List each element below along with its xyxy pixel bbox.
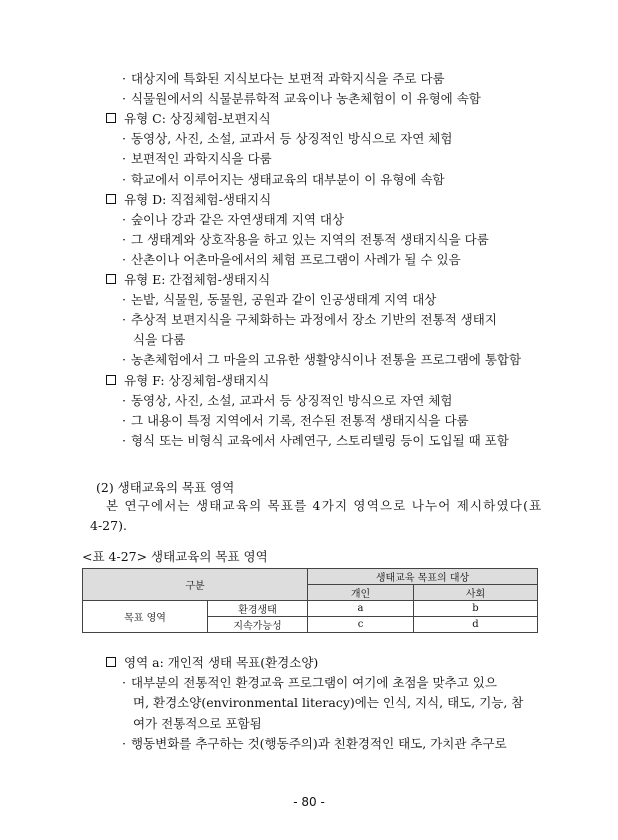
item-text: 식물원에서의 식물분류학적 교육이나 농촌체험이 이 유형에 속함	[130, 91, 481, 107]
bullet-dot: ·	[122, 211, 126, 227]
bullet-dot: ·	[122, 151, 126, 167]
bullet-item	[122, 413, 469, 429]
item-text: 추상적 보편지식을 구체화하는 과정에서 장소 기반의 전통적 생태지	[130, 312, 497, 328]
header-individual: 개인	[308, 585, 414, 601]
row-label: 환경생태	[208, 601, 308, 617]
bullet-dot: ·	[122, 231, 126, 247]
item-text: 형식 또는 비형식 교육에서 사례연구, 스토리텔링 등이 도입될 때 포함	[130, 432, 509, 448]
bullet-dot: ·	[122, 251, 126, 267]
section-item	[106, 192, 271, 208]
square-bullet-icon	[106, 375, 116, 385]
item-text: 여가 전통적으로 포함됨	[133, 715, 262, 731]
bullet-item	[122, 232, 489, 248]
paragraph-cont: 4-27).	[90, 518, 127, 533]
square-bullet-icon	[106, 113, 116, 123]
bullet-item	[122, 131, 452, 147]
item-text: 동영상, 사진, 소설, 교과서 등 상징적인 방식으로 자연 체험	[130, 131, 453, 147]
item-text: 보편적인 과학지식을 다룸	[130, 151, 272, 167]
bullet-dot: ·	[122, 171, 126, 187]
goal-table	[82, 568, 538, 633]
bullet-dot: ·	[122, 91, 126, 107]
table-caption: <표 4-27> 생태교육의 목표 영역	[82, 549, 268, 564]
bullet-item	[122, 312, 497, 328]
bullet-item	[122, 252, 461, 268]
bullet-item	[122, 71, 445, 87]
bullet-dot: ·	[122, 392, 126, 408]
item-text: 동영상, 사진, 소설, 교과서 등 상징적인 방식으로 자연 체험	[130, 392, 453, 408]
section-item	[106, 272, 270, 288]
square-bullet-icon	[106, 657, 116, 667]
bullet-dot: ·	[122, 352, 126, 368]
row-group-label: 목표 영역	[83, 601, 208, 633]
header-category: 구분	[83, 569, 308, 601]
bullet-item	[122, 212, 344, 228]
item-text: 유형 F: 상징체험-생태지식	[124, 372, 270, 388]
bullet-item	[122, 91, 481, 107]
item-text: 며, 환경소양(environmental literacy)에는 인식, 지식, 태도, 기능, 참	[133, 695, 524, 711]
bullet-item	[133, 716, 262, 732]
cell: d	[414, 617, 538, 633]
square-bullet-icon	[106, 194, 116, 204]
item-text: 학교에서 이루어지는 생태교육의 대부분이 이 유형에 속함	[130, 171, 445, 187]
item-text: 유형 E: 간접체험-생태지식	[124, 272, 271, 287]
cell: b	[414, 601, 538, 617]
cell: c	[308, 617, 414, 633]
item-text: 그 생태계와 상호작용을 하고 있는 지역의 전통적 생태지식을 다룸	[130, 231, 489, 247]
cell: a	[308, 601, 414, 617]
bullet-item	[122, 433, 509, 449]
header-target: 생태교육 목표의 대상	[308, 569, 538, 585]
item-text: 논밭, 식물원, 동물원, 공원과 같이 인공생태계 지역 대상	[130, 292, 437, 308]
bullet-dot: ·	[122, 735, 126, 751]
bullet-item	[122, 393, 452, 409]
bullet-item	[122, 736, 507, 752]
header-society: 사회	[414, 585, 538, 601]
bullet-item	[122, 675, 497, 691]
bullet-dot: ·	[122, 412, 126, 428]
bullet-dot: ·	[122, 675, 126, 691]
item-text: 행동변화를 추구하는 것(행동주의)과 친환경적인 태도, 가치관 추구로	[130, 735, 507, 751]
bullet-item	[133, 332, 185, 348]
section-item	[106, 373, 269, 389]
item-text: 유형 C: 상징체험-보편지식	[124, 111, 271, 127]
item-text: 농촌체험에서 그 마을의 고유한 생활양식이나 전통을 프로그램에 통합함	[130, 352, 522, 368]
item-text: 대상지에 특화된 지식보다는 보편적 과학지식을 주로 다룸	[130, 71, 445, 86]
item-text: 영역 a: 개인적 생태 목표(환경소양)	[124, 655, 319, 670]
item-text: 산촌이나 어촌마을에서의 체험 프로그램이 사례가 될 수 있음	[130, 251, 461, 267]
bullet-dot: ·	[122, 292, 126, 308]
bullet-dot: ·	[122, 432, 126, 448]
row-label: 지속가능성	[208, 617, 308, 633]
bullet-item	[122, 172, 445, 188]
page-number: - 80 -	[293, 795, 325, 809]
item-text: 숲이나 강과 같은 자연생태계 지역 대상	[130, 211, 345, 227]
bullet-item	[122, 292, 436, 308]
bullet-dot: ·	[122, 312, 126, 328]
section-item	[106, 655, 318, 671]
item-text: 식을 다룸	[133, 332, 186, 348]
item-text: 그 내용이 특정 지역에서 기록, 전수된 전통적 생태지식을 다룸	[130, 412, 469, 428]
section-item	[106, 111, 271, 127]
bullet-item	[133, 695, 523, 711]
paragraph: 본 연구에서는 생태교육의 목표를 4가지 영역으로 나누어 제시하였다(표	[106, 498, 543, 513]
bullet-dot: ·	[122, 131, 126, 147]
bullet-dot: ·	[122, 71, 126, 86]
item-text: 유형 D: 직접체험-생태지식	[124, 191, 272, 207]
square-bullet-icon	[106, 274, 116, 284]
section-heading: (2) 생태교육의 목표 영역	[96, 480, 235, 495]
bullet-item	[122, 151, 272, 167]
item-text: 대부분의 전통적인 환경교육 프로그램이 여기에 초점을 맞추고 있으	[130, 675, 497, 691]
bullet-item	[122, 352, 521, 368]
